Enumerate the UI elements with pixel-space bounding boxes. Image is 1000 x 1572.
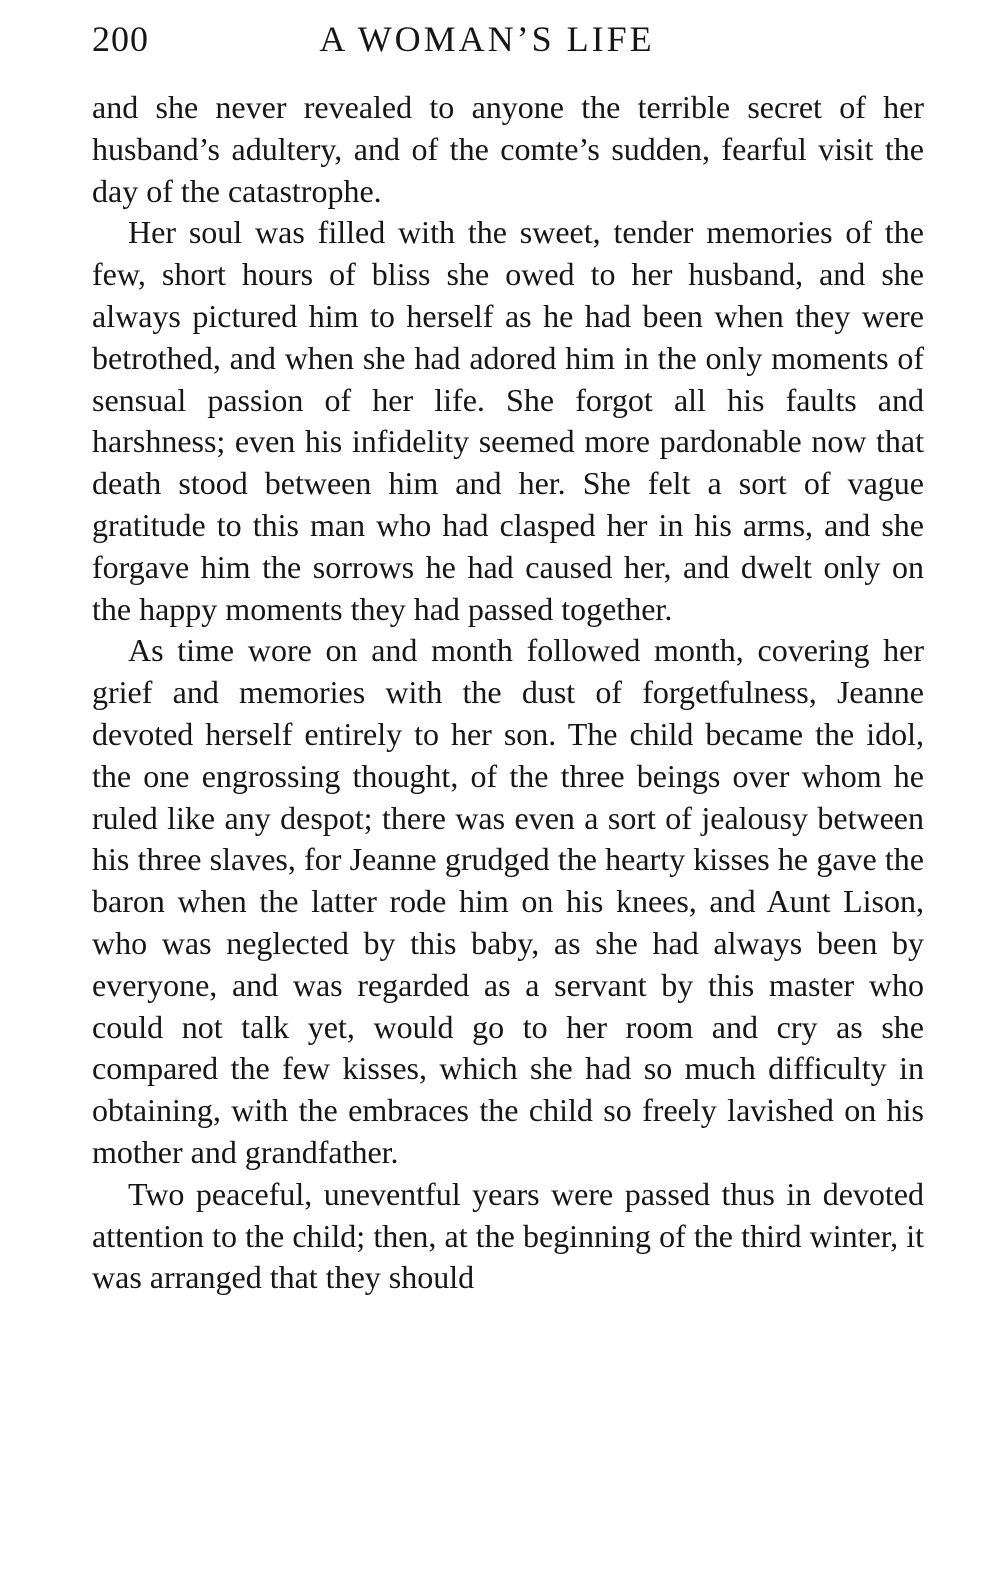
paragraph: Two peaceful, uneventful years were passed thus in devoted attention to the child; then, at the beginning of the third winter, it was arranged that they should — [92, 1175, 924, 1296]
paragraph-continued: and she never revealed to anyone the terrible secret of her husband’s adultery, and of the comte’s sudden, fearful visit the day of the catastrophe. — [92, 89, 924, 209]
paragraph: As time wore on and month followed month, covering her grief and memories with the dust of forgetfulness, Jeanne devoted herself entirely to her son. The child became the idol, the one engrossing thought, of the three beings over whom he ruled like any despot; there was even a sort of jealousy between his three slaves, for Jeanne grudged the hearty kisses he gave the baron when the latter rode him on his knees, and Aunt Lison, who was neglected by this baby, as she had always been by everyone, and was regarded as a servant by this master who could not talk yet, would go to her room and cry as she compared the few kisses, which she had so much difficulty in obtaining, with the embraces the child so freely lavished on his mother and grandfather. — [92, 632, 924, 1170]
body-text — [92, 87, 924, 1299]
paragraph: Her soul was filled with the sweet, tender memories of the few, short hours of bliss she owed to her husband, and she always pictured him to herself as he had been when they were betrothed, and when she had adored him in the only moments of sensual passion of her life. She forgot all his faults and harshness; even his infidelity seemed more pardonable now that death stood between him and her. She felt a sort of vague gratitude to this man who had clasped her in his arms, and she forgave him the sorrows he had caused her, and dwelt only on the happy moments they had passed together. — [92, 214, 924, 627]
page-header — [92, 10, 924, 66]
running-title: A WOMAN’S LIFE — [319, 19, 655, 59]
page-number: 200 — [92, 19, 149, 59]
